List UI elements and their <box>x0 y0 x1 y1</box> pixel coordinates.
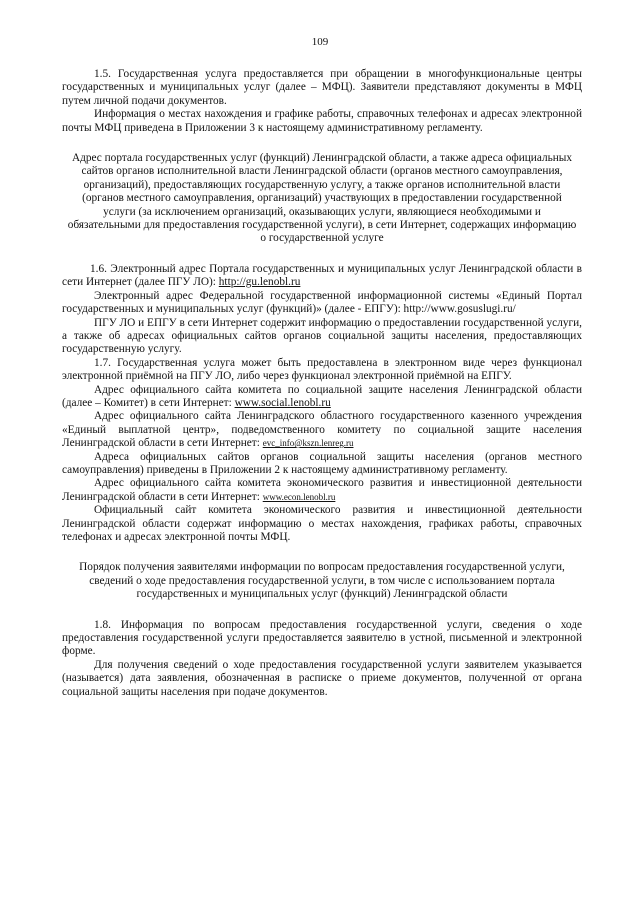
page-number: 109 <box>311 36 329 48</box>
paragraph-1-5: 1.5. Государственная услуга предоставляется при обращении в многофункциональные центры государственных и муниципальных услуг (далее – МФЦ). Заявители представляют документы в МФЦ путем личной подачи документов. <box>62 68 582 107</box>
paragraph-econ-site <box>62 477 582 504</box>
paragraph-committee-site-text: Адрес официального сайта комитета по социальной защите населения Ленинградской области (далее – Комитет) в сети Интернет: <box>62 383 582 409</box>
evc-email-link[interactable]: evc_info@kszn.lenreg.ru <box>262 438 354 449</box>
pgu-lo-link[interactable]: http://gu.lenobl.ru <box>218 276 301 289</box>
paragraph-1-8: 1.8. Информация по вопросам предоставления государственной услуги, сведения о ходе предоставления государственной услуги предоставляется заявителю в устной, письменной и электронной форме. <box>62 618 582 658</box>
document-body <box>62 68 582 699</box>
paragraph-epgu-address: Электронный адрес Федеральной государственной информационной системы «Единый Портал государственных и муниципальных услуг (функций)» (далее - ЕПГУ): http://www.gosuslugi.ru/ <box>62 289 582 316</box>
paragraph-evc-site <box>62 410 582 450</box>
social-lenobl-link[interactable]: www.social.lenobl.ru <box>234 396 331 409</box>
paragraph-social-sites: Адреса официальных сайтов органов социальной защиты населения (органов местного самоуправления) приведены в Приложении 2 к настоящему административному регламенту. <box>62 450 582 476</box>
paragraph-econ-info: Официальный сайт комитета экономического развития и инвестиционной деятельности Ленинградской области содержат информацию о местах нахождения, графиках работы, справочных телефонах и адресах электронной почты МФЦ. <box>62 504 582 543</box>
paragraph-1-7: 1.7. Государственная услуга может быть предоставлена в электронном виде через функционал электронной приёмной на ПГУ ЛО, либо через функционал электронной приёмной на ЕПГУ. <box>62 356 582 383</box>
paragraph-pgu-info: ПГУ ЛО и ЕПГУ в сети Интернет содержит информацию о предоставлении государственной услуги, а также об адресах официальных сайтов органов социальной защиты населения, предоставляющих государственную услугу. <box>62 316 582 356</box>
paragraph-mfc-info: Информация о местах нахождения и графике работы, справочных телефонах и адресах электронной почты МФЦ приведена в Приложении 3 к настоящему административному регламенту. <box>62 108 582 134</box>
paragraph-1-6 <box>62 263 582 290</box>
heading-info-procedure: Порядок получения заявителями информации по вопросам предоставления государственной услуги, сведений о ходе предоставления государственной услуги, в том числе с использованием портала государственных и муниципальных услуг (функций) Ленинградской области <box>79 561 565 601</box>
paragraph-econ-site-text: Адрес официального сайта комитета экономического развития и инвестиционной деятельности Ленинградской области в сети Интернет: <box>62 477 582 503</box>
paragraph-1-6-text: 1.6. Электронный адрес Портала государственных и муниципальных услуг Ленинградской области в сети Интернет (далее ПГУ ЛО): <box>62 262 582 289</box>
paragraph-committee-site <box>62 384 582 411</box>
paragraph-evc-site-text: Адрес официального сайта Ленинградского областного государственного казенного учреждения «Единый выплатной центр», подведомственного комитету по социальной защите населения Ленинградской области в сети Интернет: <box>62 410 582 450</box>
heading-portal-addresses: Адрес портала государственных услуг (функций) Ленинградской области, а также адреса официальных сайтов органов исполнительной власти Ленинградской области (органов местного самоуправления, организаций), предоставляющих государственную услугу, а также органов исполнительной власти (органов местного самоуправления, организаций) участвующих в предоставлении государственной услуги (за исключением организаций, оказывающих услуги, являющиеся необходимыми и обязательными для предоставления государственной услуги), в сети Интернет, содержащих информацию о государственной услуге <box>67 152 577 245</box>
econ-lenobl-link[interactable]: www.econ.lenobl.ru <box>262 491 336 502</box>
paragraph-status-info: Для получения сведений о ходе предоставления государственной услуги заявителем указывается (называется) дата заявления, обозначенная в расписке о приеме документов, полученной от органа социальной защиты населения при подаче документов. <box>62 658 582 698</box>
